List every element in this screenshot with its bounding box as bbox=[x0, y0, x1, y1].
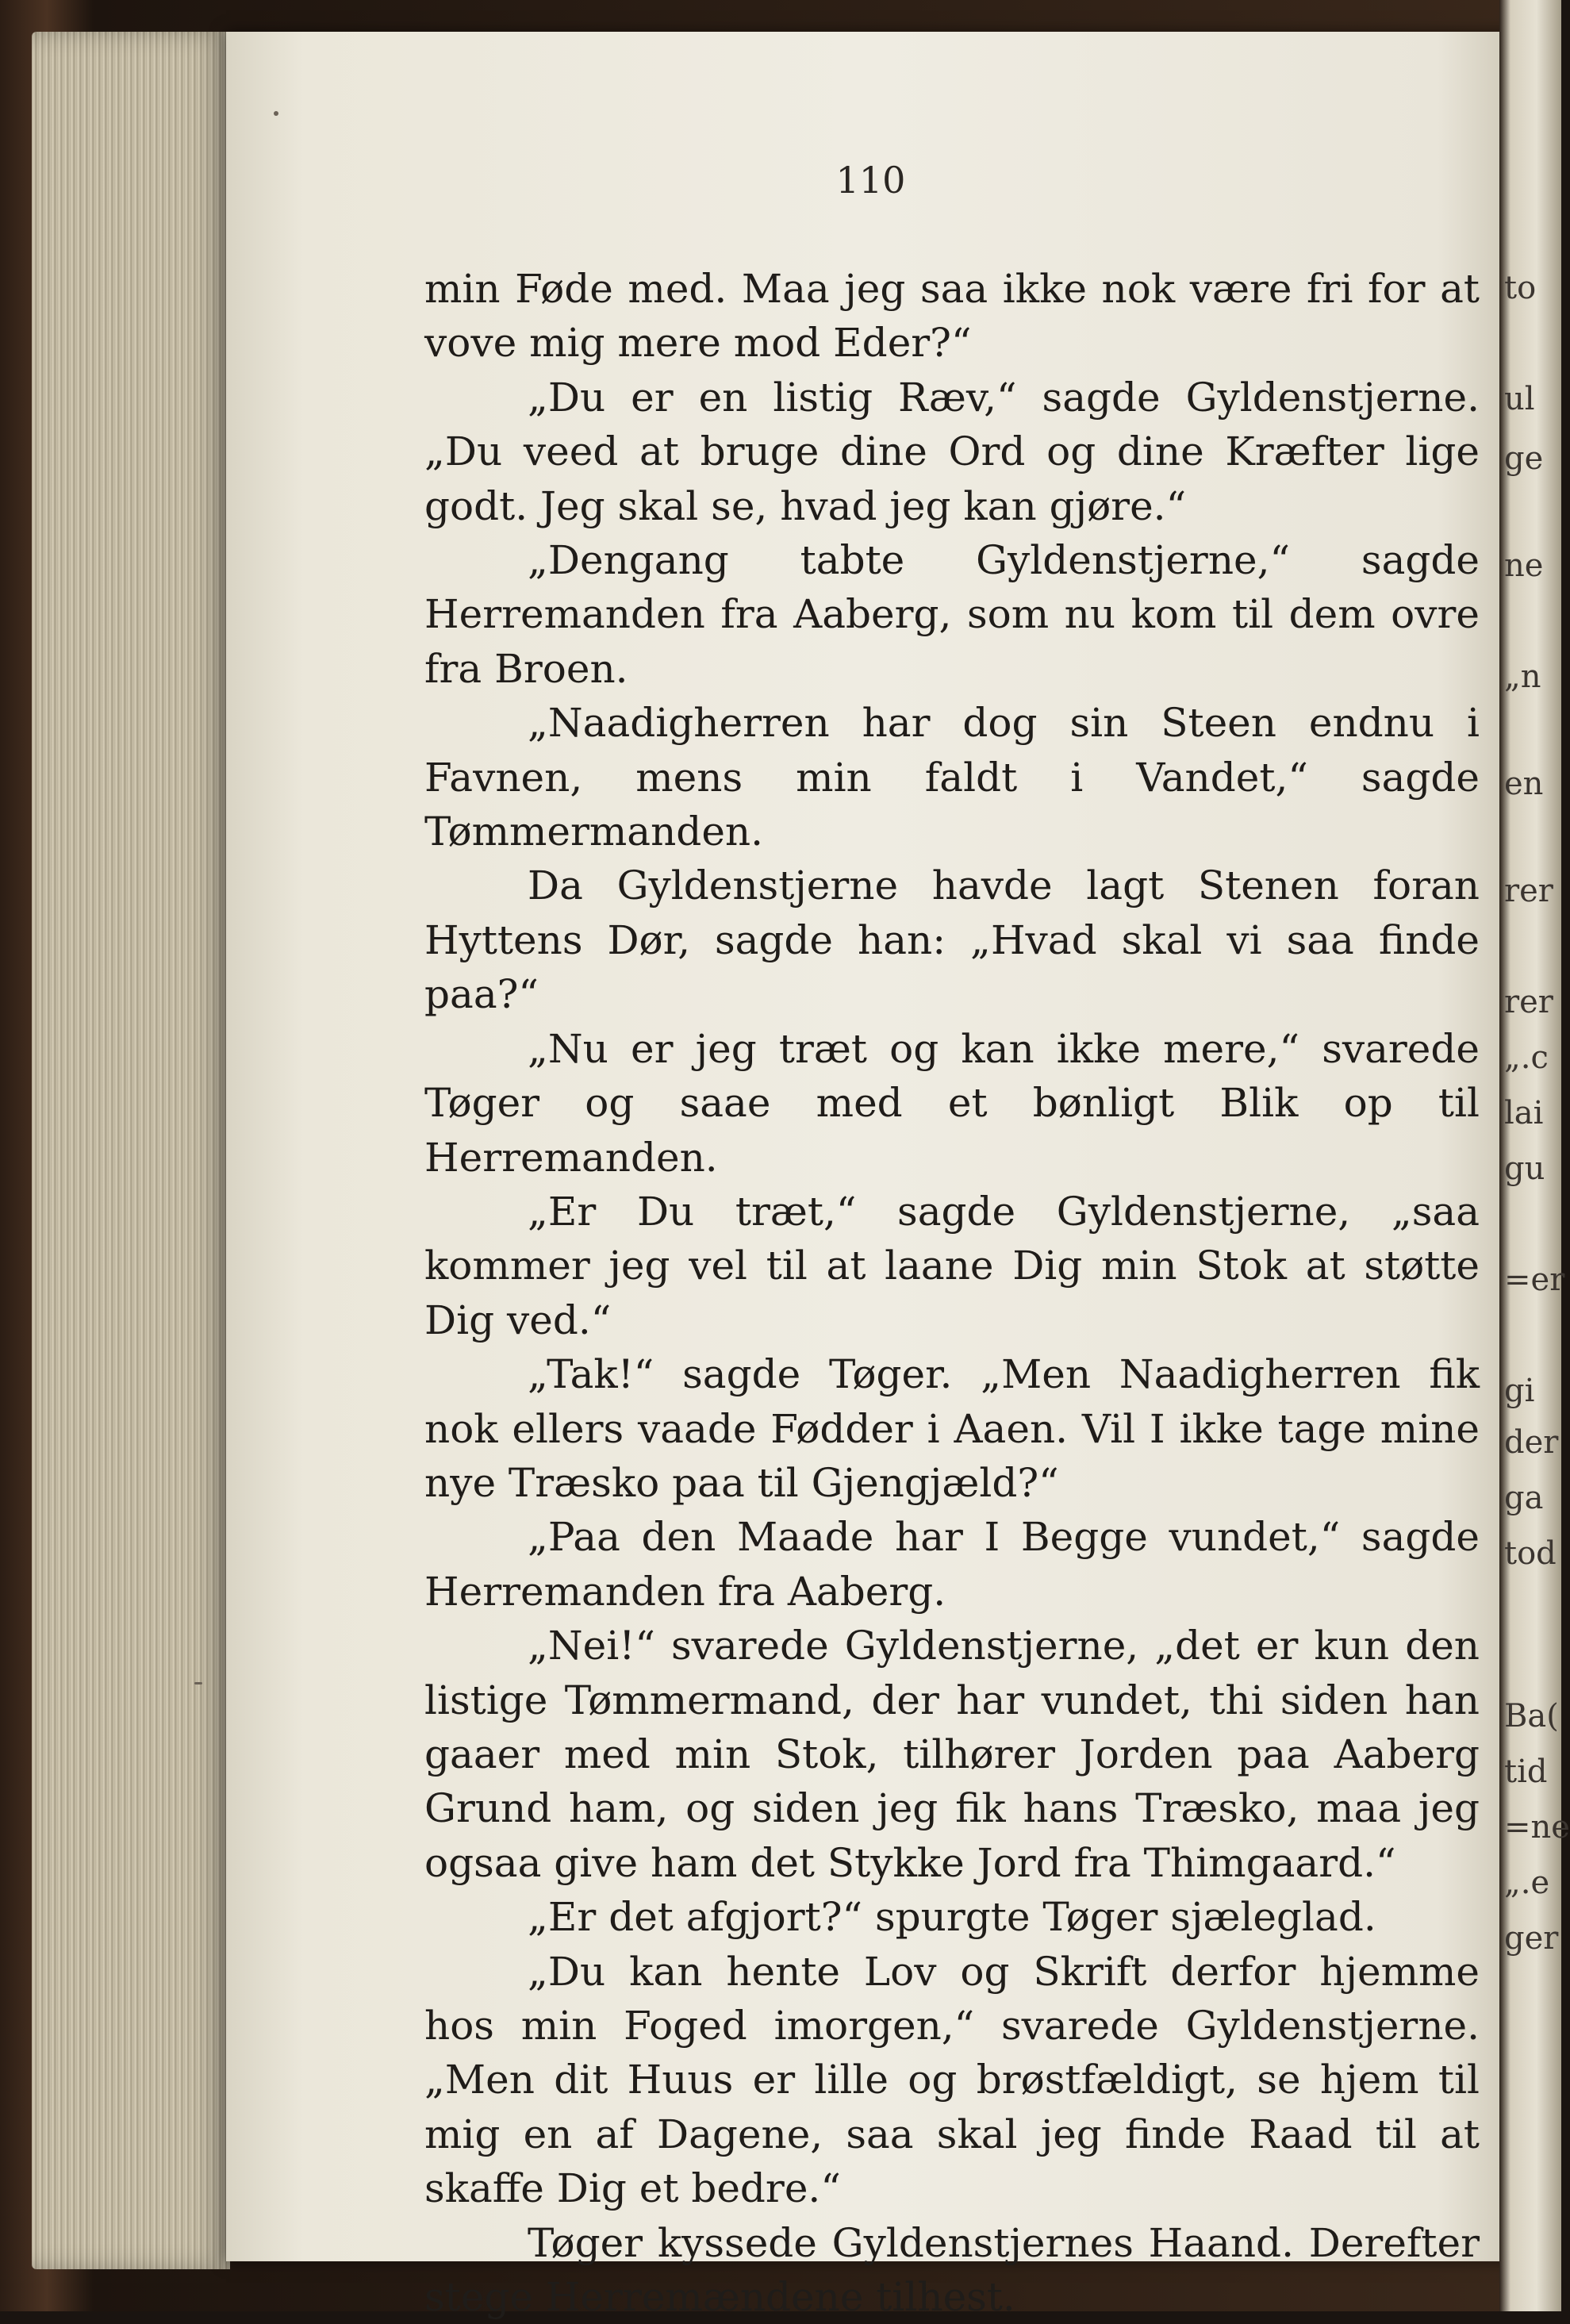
paragraph: „Du kan hente Lov og Skrift derfor hjemme hos min Foged imorgen,“ svarede Gyldenstjerne. „Men dit Huus er lille og brøstfældigt, se hjem til mig en af Dagene, saa skal jeg finde Raad til at skaffe Dig et bedre.“ bbox=[424, 1948, 1480, 2212]
paragraph: „Er det afgjort?“ spurgte Tøger sjæleglad. bbox=[528, 1894, 1376, 1941]
page-edges bbox=[32, 32, 230, 2269]
paragraph: „Er Du træt,“ sagde Gyldenstjerne, „saa kommer jeg vel til at laane Dig min Stok at støtte Dig ved.“ bbox=[424, 1188, 1480, 1343]
facing-page-fragment: ge bbox=[1504, 440, 1544, 477]
facing-page-fragment: ger bbox=[1504, 1920, 1559, 1957]
facing-page-fragment: =er bbox=[1504, 1262, 1565, 1298]
book-page bbox=[226, 32, 1515, 2321]
facing-page-fragment: rer bbox=[1504, 873, 1553, 909]
facing-page-fragment: „.e bbox=[1504, 1865, 1550, 1901]
facing-page-fragment: rer bbox=[1504, 984, 1553, 1020]
paragraph: Tøger kyssede Gyldenstjernes Haand. Derefter stege Herremændene tilhest. bbox=[424, 2219, 1480, 2321]
paper-speck bbox=[274, 111, 278, 116]
paragraph: „Paa den Maade har I Begge vundet,“ sagde Herremanden fra Aaberg. bbox=[424, 1514, 1480, 1615]
paragraph: Da Gyldenstjerne havde lagt Stenen foran Hyttens Dør, sagde han: „Hvad skal vi saa finde paa?“ bbox=[424, 862, 1480, 1018]
facing-page-fragment: ul bbox=[1504, 381, 1535, 417]
paragraph: „Nu er jeg træt og kan ikke mere,“ svarede Tøger og saae med et bønligt Blik op til Herremanden. bbox=[424, 1025, 1480, 1181]
facing-page-fragment: Ba( bbox=[1504, 1698, 1559, 1734]
facing-page-fragment: =ne bbox=[1504, 1809, 1570, 1846]
facing-page-edge bbox=[1499, 0, 1570, 2311]
facing-page-fragment: der bbox=[1504, 1424, 1559, 1461]
facing-page-fragment: lai bbox=[1504, 1095, 1544, 1131]
page-number: 110 bbox=[835, 159, 906, 202]
paragraph: „Naadigherren har dog sin Steen endnu i Favnen, mens min faldt i Vandet,“ sagde Tømmermanden. bbox=[424, 700, 1480, 855]
facing-page-fragment: en bbox=[1504, 766, 1544, 802]
facing-page-fragment: ga bbox=[1504, 1480, 1544, 1516]
body-text bbox=[424, 262, 1480, 2324]
facing-page-fragment: to bbox=[1504, 270, 1537, 306]
paragraph: „Nei!“ svarede Gyldenstjerne, „det er kun den listige Tømmermand, der har vundet, thi siden han gaaer med min Stok, tilhører Jorden paa Aaberg Grund ham, og siden jeg fik hans Træsko, maa jeg ogsaa give ham det Stykke Jord fra Thimgaard.“ bbox=[424, 1623, 1480, 1886]
facing-page-fragment: „.c bbox=[1504, 1039, 1549, 1076]
facing-page-fragment: „n bbox=[1504, 659, 1541, 695]
facing-page-fragment: gi bbox=[1504, 1373, 1535, 1409]
facing-page-fragment: ne bbox=[1504, 547, 1544, 584]
facing-page-fragment: gu bbox=[1504, 1150, 1545, 1187]
paper-speck bbox=[194, 1682, 202, 1684]
paragraph: „Du er en listig Ræv,“ sagde Gyldenstjerne. „Du veed at bruge dine Ord og dine Kræfter lige godt. Jeg skal se, hvad jeg kan gjøre.“ bbox=[424, 374, 1480, 529]
facing-page-fragment: tid bbox=[1504, 1754, 1548, 1790]
paragraph: min Føde med. Maa jeg saa ikke nok være fri for at vove mig mere mod Eder?“ bbox=[424, 266, 1480, 367]
facing-page-fragment: tod bbox=[1504, 1535, 1557, 1572]
paragraph: „Dengang tabte Gyldenstjerne,“ sagde Herremanden fra Aaberg, som nu kom til dem ovre fra Broen. bbox=[424, 537, 1480, 692]
paragraph: „Tak!“ sagde Tøger. „Men Naadigherren fik nok ellers vaade Fødder i Aaen. Vil I ikke tage mine nye Træsko paa til Gjengjæld?“ bbox=[424, 1351, 1480, 1506]
